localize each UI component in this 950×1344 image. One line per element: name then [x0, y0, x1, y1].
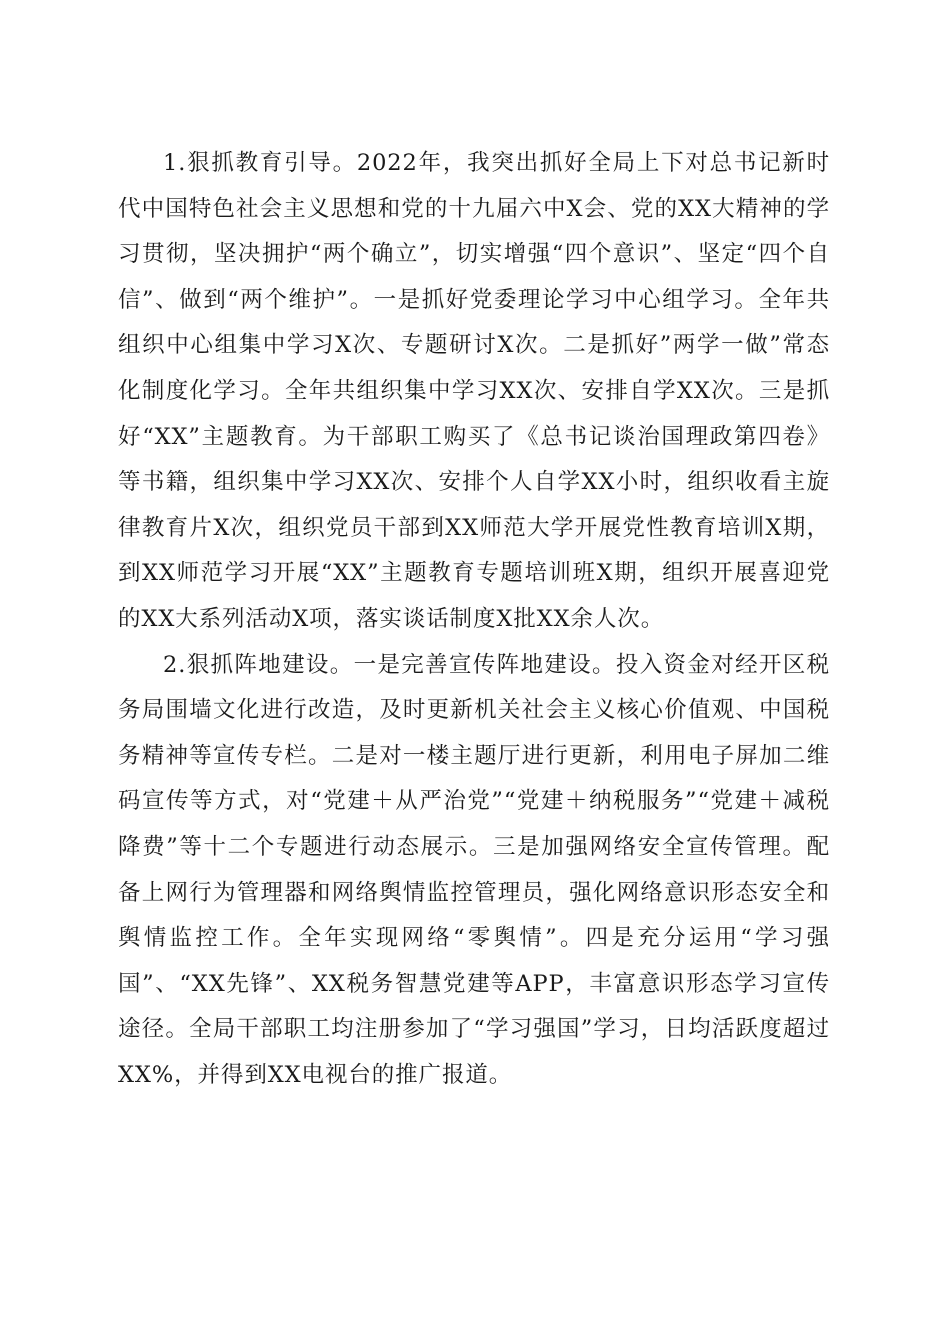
paragraph-education-guidance: 1.狠抓教育引导。2022年，我突出抓好全局上下对总书记新时代中国特色社会主义思想和党的十九届六中X会、党的XX大精神的学习贯彻，坚决拥护“两个确立”，切实增强“四个意识”、坚定“四个自信”、做到“两个维护”。一是抓好党委理论学习中心组学习。全年共组织中心组集中学习X次、专题研讨X次。二是抓好”两学一做”常态化制度化学习。全年共组织集中学习XX次、安排自学XX次。三是抓好“XX”主题教育。为干部职工购买了《总书记谈治国理政第四卷》等书籍，组织集中学习XX次、安排个人自学XX小时，组织收看主旋律教育片X次，组织党员干部到XX师范大学开展党性教育培训X期，到XX师范学习开展“XX”主题教育专题培训班X期，组织开展喜迎党的XX大系列活动X项，落实谈话制度X批XX余人次。 — [118, 150, 830, 632]
paragraph-position-building: 2.狠抓阵地建设。一是完善宣传阵地建设。投入资金对经开区税务局围墙文化进行改造，及时更新机关社会主义核心价值观、中国税务精神等宣传专栏。二是对一楼主题厅进行更新，利用电子屏加二维码宣传等方式，对“党建＋从严治党”“党建＋纳税服务”“党建＋减税降费”等十二个专题进行动态展示。三是加强网络安全宣传管理。配备上网行为管理器和网络舆情监控管理员，强化网络意识形态安全和舆情监控工作。全年实现网络“零舆情”。四是充分运用“学习强国”、“XX先锋”、XX税务智慧党建等APP，丰富意识形态学习宣传途径。全局干部职工均注册参加了“学习强国”学习，日均活跃度超过XX%，并得到XX电视台的推广报道。 — [118, 651, 830, 1088]
document-body — [118, 141, 830, 1098]
